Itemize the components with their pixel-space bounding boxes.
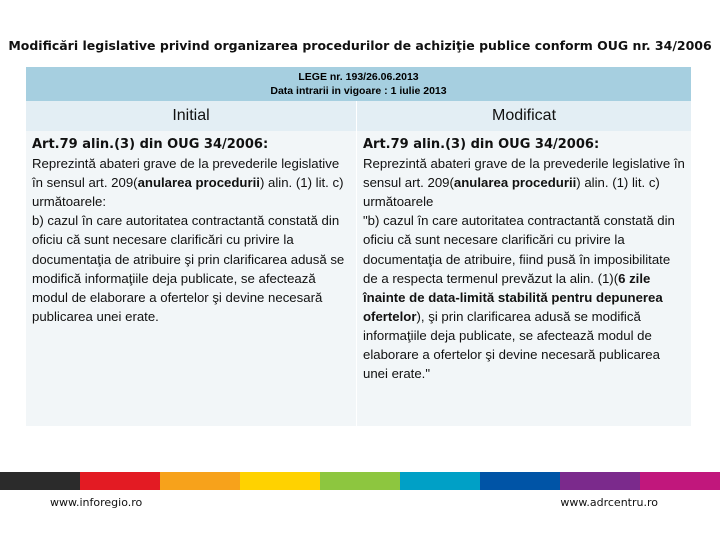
color-stripe-segment: [680, 472, 720, 490]
text-segment: ), şi prin clarificarea adusă se modifică informaţiile deja publicate, se afectează modul de elaborare a ofertelor şi devine necesară publicarea unei erate.": [363, 308, 660, 382]
bold-segment: anularea procedurii: [137, 175, 260, 191]
article-reference: Art.79 alin.(3) din OUG 34/2006:: [32, 137, 269, 152]
text-segment: Reprezintă abateri grave de la prevederile legislative în sensul art. 209(: [32, 156, 340, 191]
article-reference: Art.79 alin.(3) din OUG 34/2006:: [363, 137, 600, 152]
color-stripe-segment: [80, 472, 120, 490]
color-stripe-segment: [520, 472, 560, 490]
color-stripe-segment: [40, 472, 80, 490]
color-stripe-segment: [560, 472, 600, 490]
initial-paragraph-1: [32, 154, 350, 211]
color-stripe-segment: [160, 472, 200, 490]
bold-segment: anularea procedurii: [453, 175, 577, 191]
law-info-box: [26, 67, 691, 101]
color-stripe-segment: [240, 472, 280, 490]
color-stripe-segment: [280, 472, 320, 490]
initial-paragraph-2: b) cazul în care autoritatea contractantă constată din oficiu că sunt necesare clarificări cu privire la documentaţia de atribuire şi prin clarificarea adusă se modifică informaţiile deja publicate, se afectează modul de elaborare a ofertelor şi devine necesară publicarea unei erate.: [32, 213, 345, 324]
color-stripe-segment: [400, 472, 440, 490]
text-segment: Reprezintă abateri grave de la prevederile legislative în sensul art. 209(: [363, 156, 685, 191]
column-header-modified: Modificat: [357, 101, 691, 131]
modified-text-cell: [357, 131, 691, 426]
footer-link-inforegio[interactable]: www.inforegio.ro: [50, 496, 143, 509]
text-segment: ) alin. (1) lit. c) următoarele: [363, 175, 660, 210]
color-stripe-bar: [0, 472, 720, 490]
bold-segment: 6 zile înainte de data-limită stabilită pentru depunerea ofertelor: [363, 270, 663, 324]
modified-paragraph-1: [363, 154, 685, 211]
footer-link-adrcentru[interactable]: www.adrcentru.ro: [560, 496, 658, 509]
color-stripe-segment: [440, 472, 480, 490]
color-stripe-segment: [120, 472, 160, 490]
color-stripe-segment: [600, 472, 640, 490]
color-stripe-segment: [640, 472, 680, 490]
text-segment: "b) cazul în care autoritatea contractantă constată din oficiu că sunt necesare clarificări cu privire la documentaţia de atribuire, fiind pusă în imposibilitate de a respecta termenul prevăzut la alin. (1)(: [363, 213, 675, 286]
color-stripe-segment: [320, 472, 360, 490]
color-stripe-segment: [200, 472, 240, 490]
color-stripe-segment: [360, 472, 400, 490]
modified-paragraph-2: [363, 211, 685, 383]
column-header-initial: Initial: [26, 101, 356, 131]
color-stripe-segment: [480, 472, 520, 490]
page-title: Modificări legislative privind organizarea procedurilor de achiziţie publice conform OUG nr. 34/2006: [8, 38, 712, 53]
initial-text-cell: [26, 131, 356, 426]
law-effective-date: Data intrarii in vigoare : 1 iulie 2013: [270, 85, 447, 97]
color-stripe-segment: [0, 472, 40, 490]
law-number: LEGE nr. 193/26.06.2013: [298, 71, 419, 83]
text-segment: ) alin. (1) lit. c) următoarele:: [32, 175, 344, 210]
